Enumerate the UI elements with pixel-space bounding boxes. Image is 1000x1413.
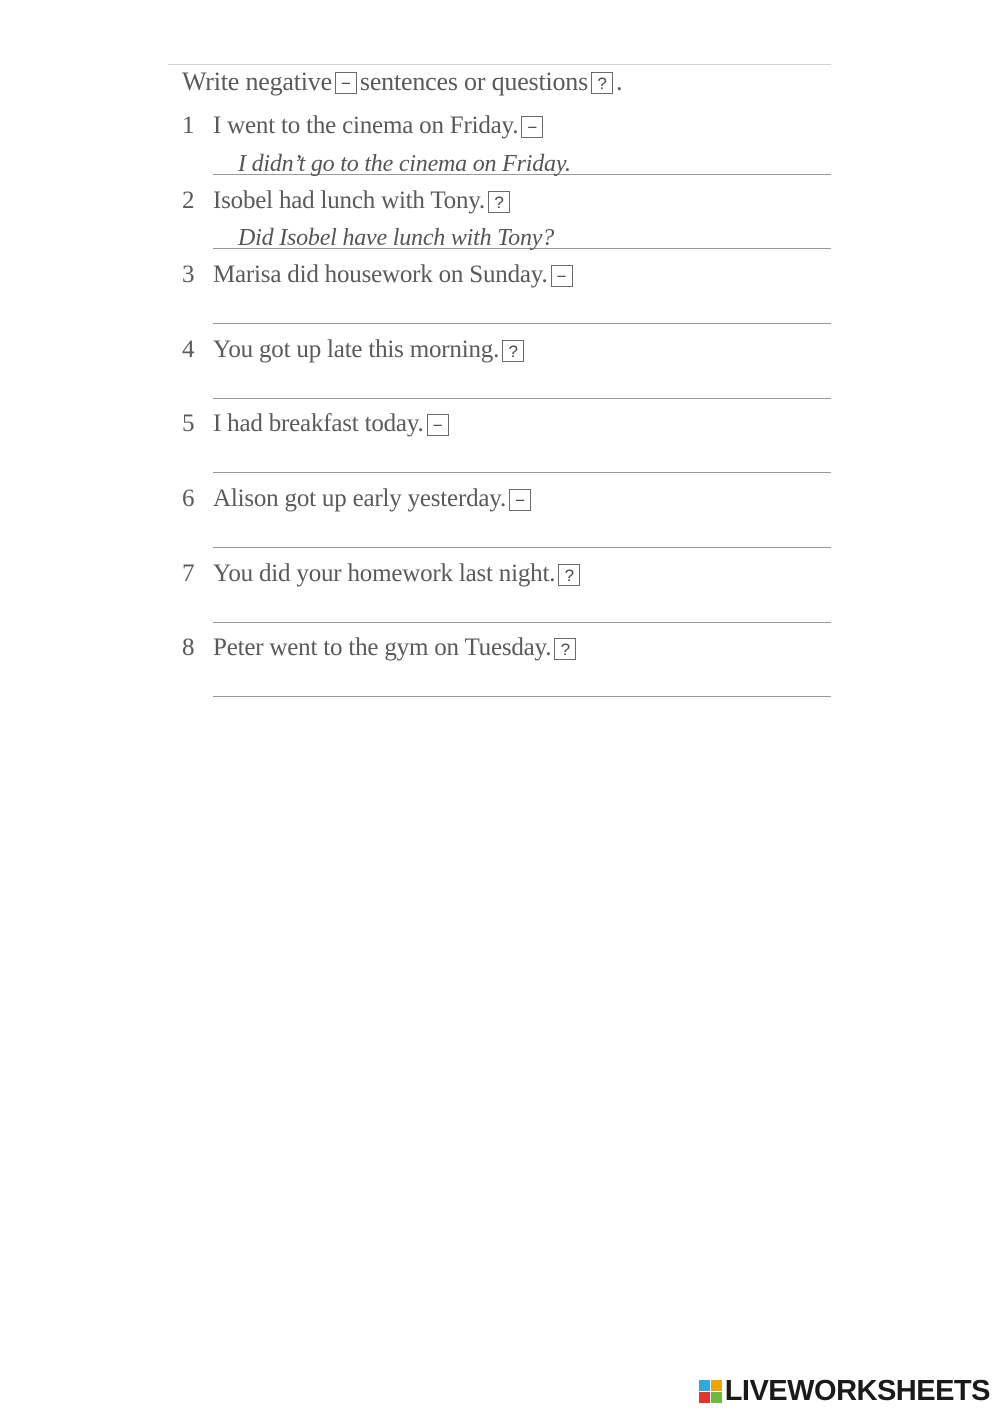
exercise-item-2 [182,184,831,251]
question-symbol-icon: ? [488,191,510,213]
answer-field-5[interactable] [213,438,831,473]
instruction [182,64,622,100]
item-number: 5 [182,410,195,437]
item-sentence: I had breakfast today. [213,410,424,437]
item-sentence: You got up late this morning. [213,336,500,363]
negative-symbol-icon: − [427,414,449,436]
exercise-item-8 [182,631,831,665]
logo-text: LIVEWORKSHEETS [724,1374,990,1407]
negative-symbol-icon: − [521,116,543,138]
logo-squares-icon [699,1380,722,1403]
item-sentence: I went to the cinema on Friday. [213,112,519,139]
item-number: 8 [182,634,195,661]
instruction-text-2: sentences or questions [359,67,589,96]
instruction-text-1: Write negative [182,67,332,96]
exercise-item-7 [182,557,831,591]
item-number: 3 [182,261,195,288]
negative-symbol-icon: − [335,72,357,94]
item-number: 2 [182,187,195,214]
answer-field-4[interactable] [213,364,831,399]
answer-field-2[interactable] [213,214,831,249]
item-number: 6 [182,485,195,512]
item-sentence: You did your homework last night. [213,560,556,587]
exercise-item-6 [182,482,831,516]
answer-field-7[interactable] [213,588,831,623]
question-symbol-icon: ? [502,340,524,362]
question-symbol-icon: ? [591,72,613,94]
instruction-text-3: . [616,67,623,96]
item-number: 1 [182,112,195,139]
liveworksheets-logo [699,1373,990,1409]
exercise-item-4 [182,333,831,367]
item-sentence: Alison got up early yesterday. [213,485,506,512]
item-sentence: Isobel had lunch with Tony. [213,187,485,214]
item-number: 7 [182,560,195,587]
answer-text: Did Isobel have lunch with Tony? [238,225,555,251]
negative-symbol-icon: − [509,489,531,511]
answer-field-3[interactable] [213,289,831,324]
exercise-item-5 [182,407,831,441]
question-symbol-icon: ? [558,564,580,586]
question-symbol-icon: ? [554,638,576,660]
answer-field-6[interactable] [213,513,831,548]
negative-symbol-icon: − [551,265,573,287]
exercise-item-1 [182,109,831,177]
item-number: 4 [182,336,195,363]
exercise-item-3 [182,258,831,292]
answer-field-8[interactable] [213,662,831,697]
answer-field-1[interactable] [213,140,831,175]
item-sentence: Marisa did housework on Sunday. [213,261,548,288]
answer-text: I didn’t go to the cinema on Friday. [238,151,571,177]
item-sentence: Peter went to the gym on Tuesday. [213,634,552,661]
